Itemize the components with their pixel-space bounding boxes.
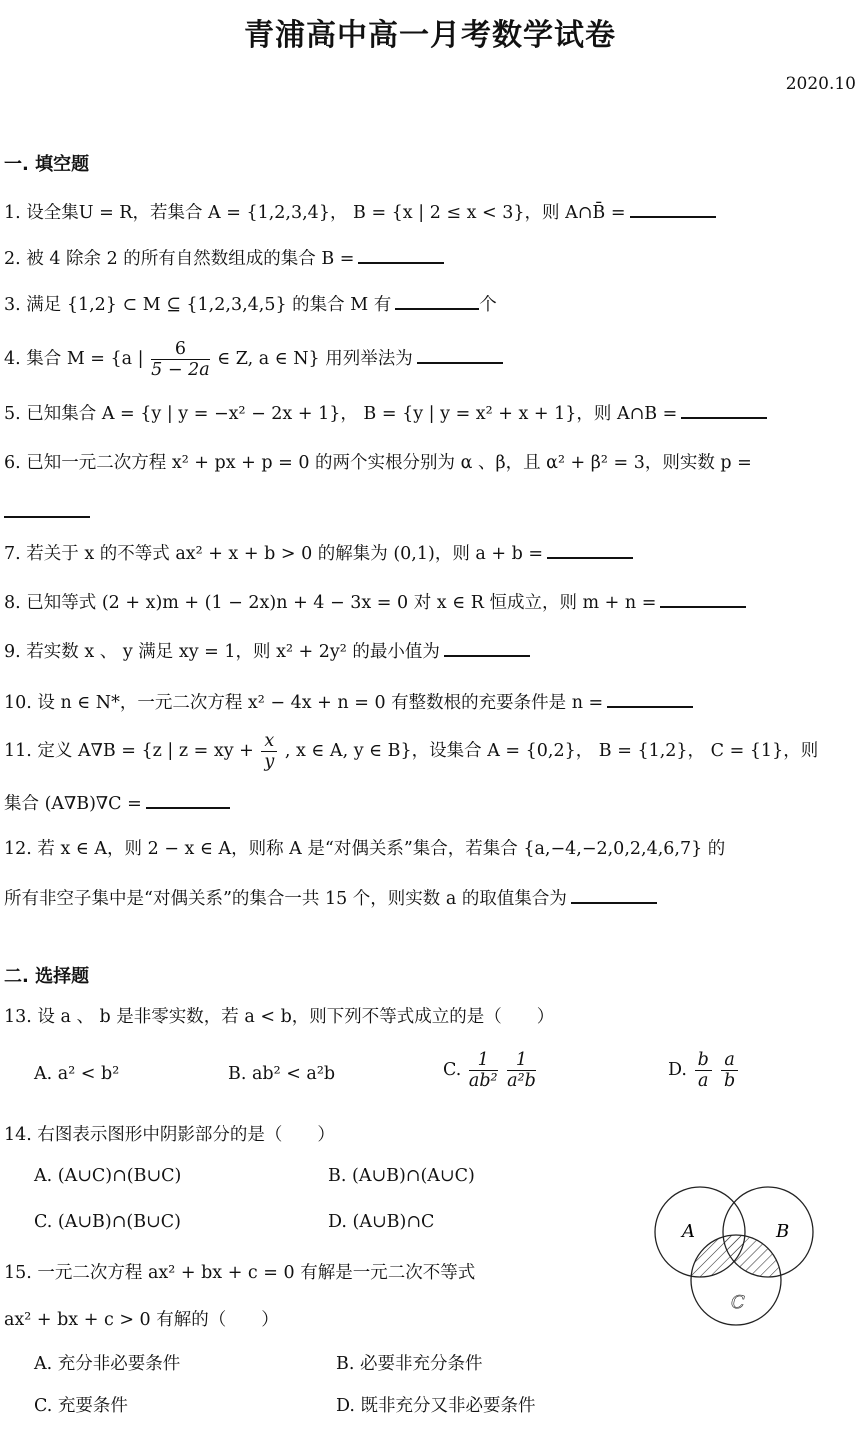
fraction-numerator: 1 [469, 1050, 498, 1071]
question-14-text: 14. 右图表示图形中阴影部分的是（ ） [4, 1125, 335, 1145]
answer-blank [358, 244, 444, 264]
question-15-option-a: A. 充分非必要条件 [34, 1354, 181, 1374]
fraction-numerator: b [695, 1050, 712, 1071]
question-13-option-b: B. ab² < a²b [228, 1064, 336, 1084]
answer-blank [417, 344, 503, 364]
question-1-text: 1. 设全集U = R，若集合 A = {1,2,3,4}， B = {x | 2 ≤ x < 3}，则 A∩B̄ = [4, 203, 626, 223]
question-11 [4, 728, 856, 774]
question-5 [4, 399, 856, 427]
question-7 [4, 539, 856, 567]
question-1 [4, 198, 856, 226]
question-3-unit: 个 [479, 295, 497, 315]
option-c-fraction-right [507, 1050, 536, 1091]
question-4 [4, 336, 856, 382]
answer-blank [630, 198, 716, 218]
answer-blank [681, 399, 767, 419]
question-11-text-a: 11. 定义 A∇B = {z | z = xy + [4, 741, 254, 761]
question-14-option-d: D. (A∪B)∩C [328, 1212, 435, 1232]
question-14-option-c: C. (A∪B)∩(B∪C) [34, 1212, 181, 1232]
question-5-text: 5. 已知集合 A = {y | y = −x² − 2x + 1}， B = {y | y = x² + x + 1}，则 A∩B = [4, 404, 678, 424]
question-7-text: 7. 若关于 x 的不等式 ax² + x + b > 0 的解集为 (0,1)，则 a + b = [4, 544, 544, 564]
answer-blank [547, 539, 633, 559]
question-15-text-b: ax² + bx + c > 0 有解的（ ） [4, 1310, 279, 1330]
answer-blank [607, 688, 693, 708]
exam-date: 2020.10 [785, 74, 856, 94]
question-2-text: 2. 被 4 除余 2 的所有自然数组成的集合 B = [4, 249, 355, 269]
fraction-numerator: a [721, 1050, 737, 1071]
question-13 [4, 1004, 856, 1030]
option-d-fraction-left [695, 1050, 712, 1091]
option-label: C. [443, 1060, 462, 1080]
question-13-option-d [668, 1050, 740, 1091]
question-12 [4, 836, 856, 862]
answer-blank [444, 637, 530, 657]
question-15-option-b: B. 必要非充分条件 [336, 1354, 483, 1374]
fraction-denominator: y [264, 752, 275, 772]
answer-blank [395, 290, 479, 310]
fraction-numerator: x [261, 731, 277, 752]
fraction-denominator: 5 − 2a [151, 360, 210, 380]
question-2 [4, 244, 856, 272]
question-11-text-b: , x ∈ A, y ∈ B}，设集合 A = {0,2}， B = {1,2}， C = {1}，则 [284, 741, 819, 761]
question-4-fraction [151, 339, 210, 380]
question-11-continued [4, 789, 856, 817]
section-choice: 二. 选择题 [4, 966, 90, 987]
question-10-text: 10. 设 n ∈ N*，一元二次方程 x² − 4x + n = 0 有整数根的充要条件是 n = [4, 693, 604, 713]
question-4-text-b: ∈ Z, a ∈ N} 用列举法为 [217, 349, 413, 369]
question-3 [4, 290, 856, 318]
question-9 [4, 637, 856, 665]
fraction-numerator: 1 [507, 1050, 536, 1071]
question-14-option-b: B. (A∪B)∩(A∪C) [328, 1166, 475, 1186]
question-6 [4, 450, 856, 476]
question-15-text-a: 15. 一元二次方程 ax² + bx + c = 0 有解是一元二次不等式 [4, 1263, 476, 1283]
question-12-text-a: 12. 若 x ∈ A，则 2 − x ∈ A，则称 A 是“对偶关系”集合，若集合 {a,−4,−2,0,2,4,6,7} 的 [4, 839, 726, 859]
question-10 [4, 688, 856, 716]
set-b-label: B [776, 1221, 790, 1242]
question-15-option-d: D. 既非充分又非必要条件 [336, 1396, 536, 1416]
question-15-option-c: C. 充要条件 [34, 1396, 128, 1416]
section-fill-in: 一. 填空题 [4, 154, 90, 175]
option-d-fraction-right [721, 1050, 737, 1091]
question-11-fraction [261, 731, 277, 772]
answer-blank [571, 884, 657, 904]
answer-blank [146, 789, 230, 809]
set-c-label: C [731, 1292, 745, 1313]
fraction-numerator: 6 [151, 339, 210, 360]
question-4-text-a: 4. 集合 M = {a | [4, 349, 144, 369]
question-14 [4, 1122, 856, 1148]
answer-blank [4, 498, 90, 518]
question-8 [4, 588, 856, 616]
question-11-text-c: 集合 (A∇B)∇C = [4, 794, 142, 814]
question-12-continued [4, 884, 856, 912]
fraction-denominator: ab² [468, 1071, 498, 1091]
question-3-text: 3. 满足 {1,2} ⊂ M ⊆ {1,2,3,4,5} 的集合 M 有 [4, 295, 392, 315]
question-9-text: 9. 若实数 x 、 y 满足 xy = 1，则 x² + 2y² 的最小值为 [4, 642, 440, 662]
fraction-denominator: a [697, 1071, 709, 1091]
set-a-label: A [682, 1221, 695, 1242]
exam-title: 青浦高中高一月考数学试卷 [244, 18, 616, 53]
question-13-option-c [443, 1050, 538, 1091]
fraction-denominator: a²b [507, 1071, 536, 1091]
question-12-text-b: 所有非空子集中是“对偶关系”的集合一共 15 个，则实数 a 的取值集合为 [4, 889, 567, 909]
question-13-text: 13. 设 a 、 b 是非零实数，若 a < b，则下列不等式成立的是（ ） [4, 1007, 555, 1027]
fraction-denominator: b [723, 1071, 736, 1091]
question-8-text: 8. 已知等式 (2 + x)m + (1 − 2x)n + 4 − 3x = 0 对 x ∈ R 恒成立，则 m + n = [4, 593, 657, 613]
question-6-answer-line [4, 498, 856, 526]
question-15 [4, 1260, 856, 1286]
question-13-option-a: A. a² < b² [34, 1064, 120, 1084]
question-14-option-a: A. (A∪C)∩(B∪C) [34, 1166, 182, 1186]
answer-blank [660, 588, 746, 608]
option-c-fraction-left [469, 1050, 498, 1091]
question-15-continued [4, 1307, 856, 1333]
question-6-text: 6. 已知一元二次方程 x² + px + p = 0 的两个实根分别为 α 、β，且 α² + β² = 3，则实数 p = [4, 453, 752, 473]
option-label: D. [668, 1060, 687, 1080]
